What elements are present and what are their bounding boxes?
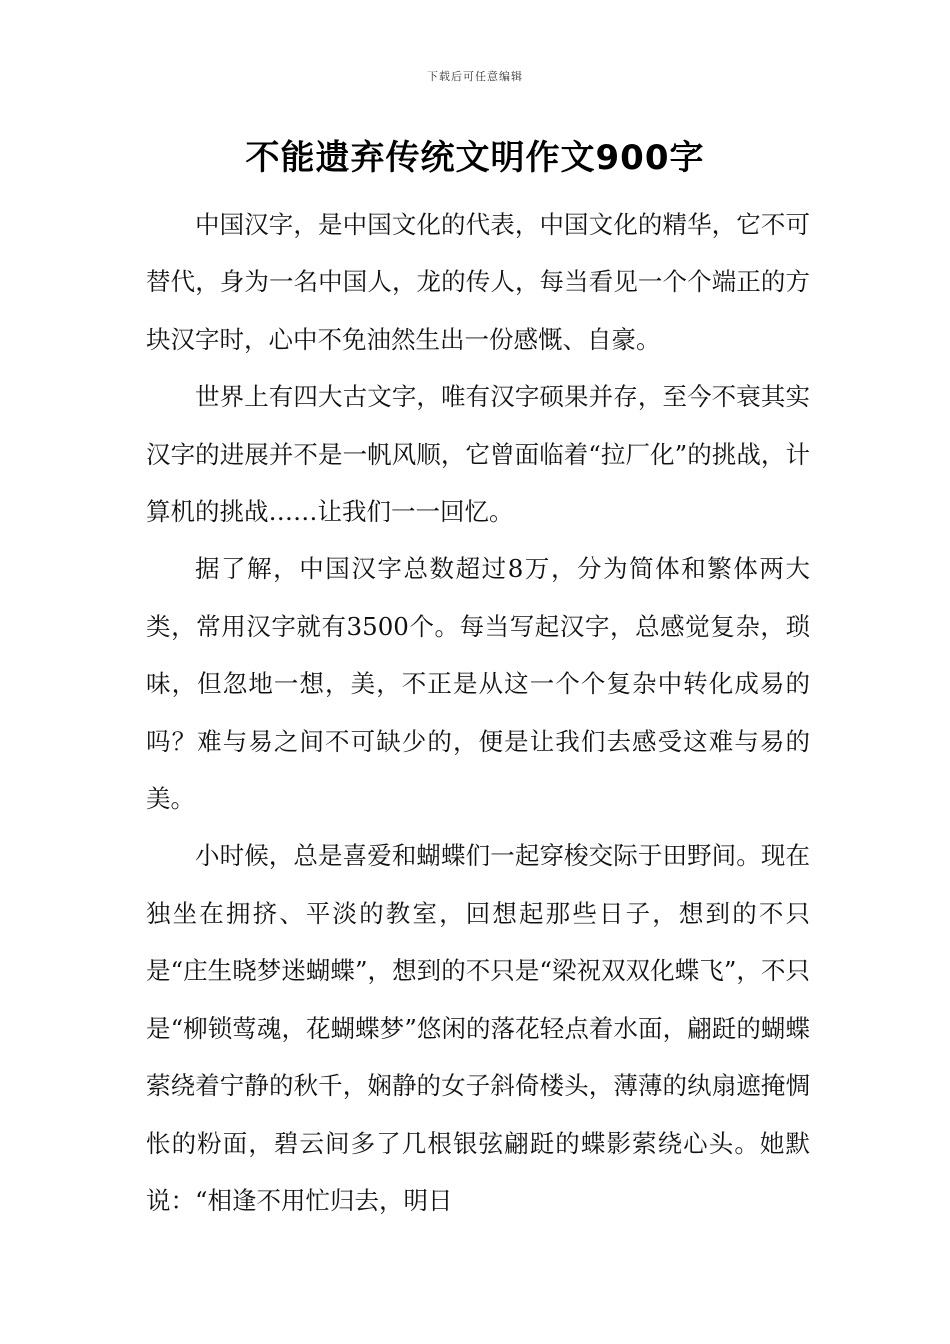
paragraph-2: 世界上有四大古文字，唯有汉字硕果并存，至今不衰其实汉字的进展并不是一帆风顺，它曾面临着“拉厂化”的挑战，计算机的挑战……让我们一一回忆。 — [146, 382, 810, 527]
paragraph-1: 中国汉字，是中国文化的代表，中国文化的精华，它不可替代，身为一名中国人，龙的传人，每当看见一个个端正的方块汉字时，心中不免油然生出一份感慨、自豪。 — [146, 210, 810, 354]
header-note: 下载后可任意编辑 — [427, 70, 523, 83]
paragraph-4: 小时候，总是喜爱和蝴蝶们一起穿梭交际于田野间。现在独坐在拥挤、平淡的教室，回想起那些日子，想到的不只是“庄生晓梦迷蝴蝶”，想到的不只是“梁祝双双化蝶飞”，不只是“柳锁莺魂，花蝴蝶梦”悠闲的落花轻点着水面，翩跹的蝴蝶萦绕着宁静的秋千，娴静的女子斜倚楼头，薄薄的纨扇遮掩惆怅的粉面，碧云间多了几根银弦翩跹的蝶影萦绕心头。她默说：“相逢不用忙归去，明日 — [146, 841, 810, 1215]
document-body — [146, 196, 810, 1229]
document-title: 不能遗弃传统文明作文900字 — [245, 138, 705, 178]
paragraph-3: 据了解，中国汉字总数超过8万，分为简体和繁体两大类，常用汉字就有3500个。每当写起汉字，总感觉复杂，琐味，但忽地一想，美，不正是从这一个个复杂中转化成易的吗？难与易之间不可缺少的，便是让我们去感受这难与易的美。 — [146, 554, 810, 814]
